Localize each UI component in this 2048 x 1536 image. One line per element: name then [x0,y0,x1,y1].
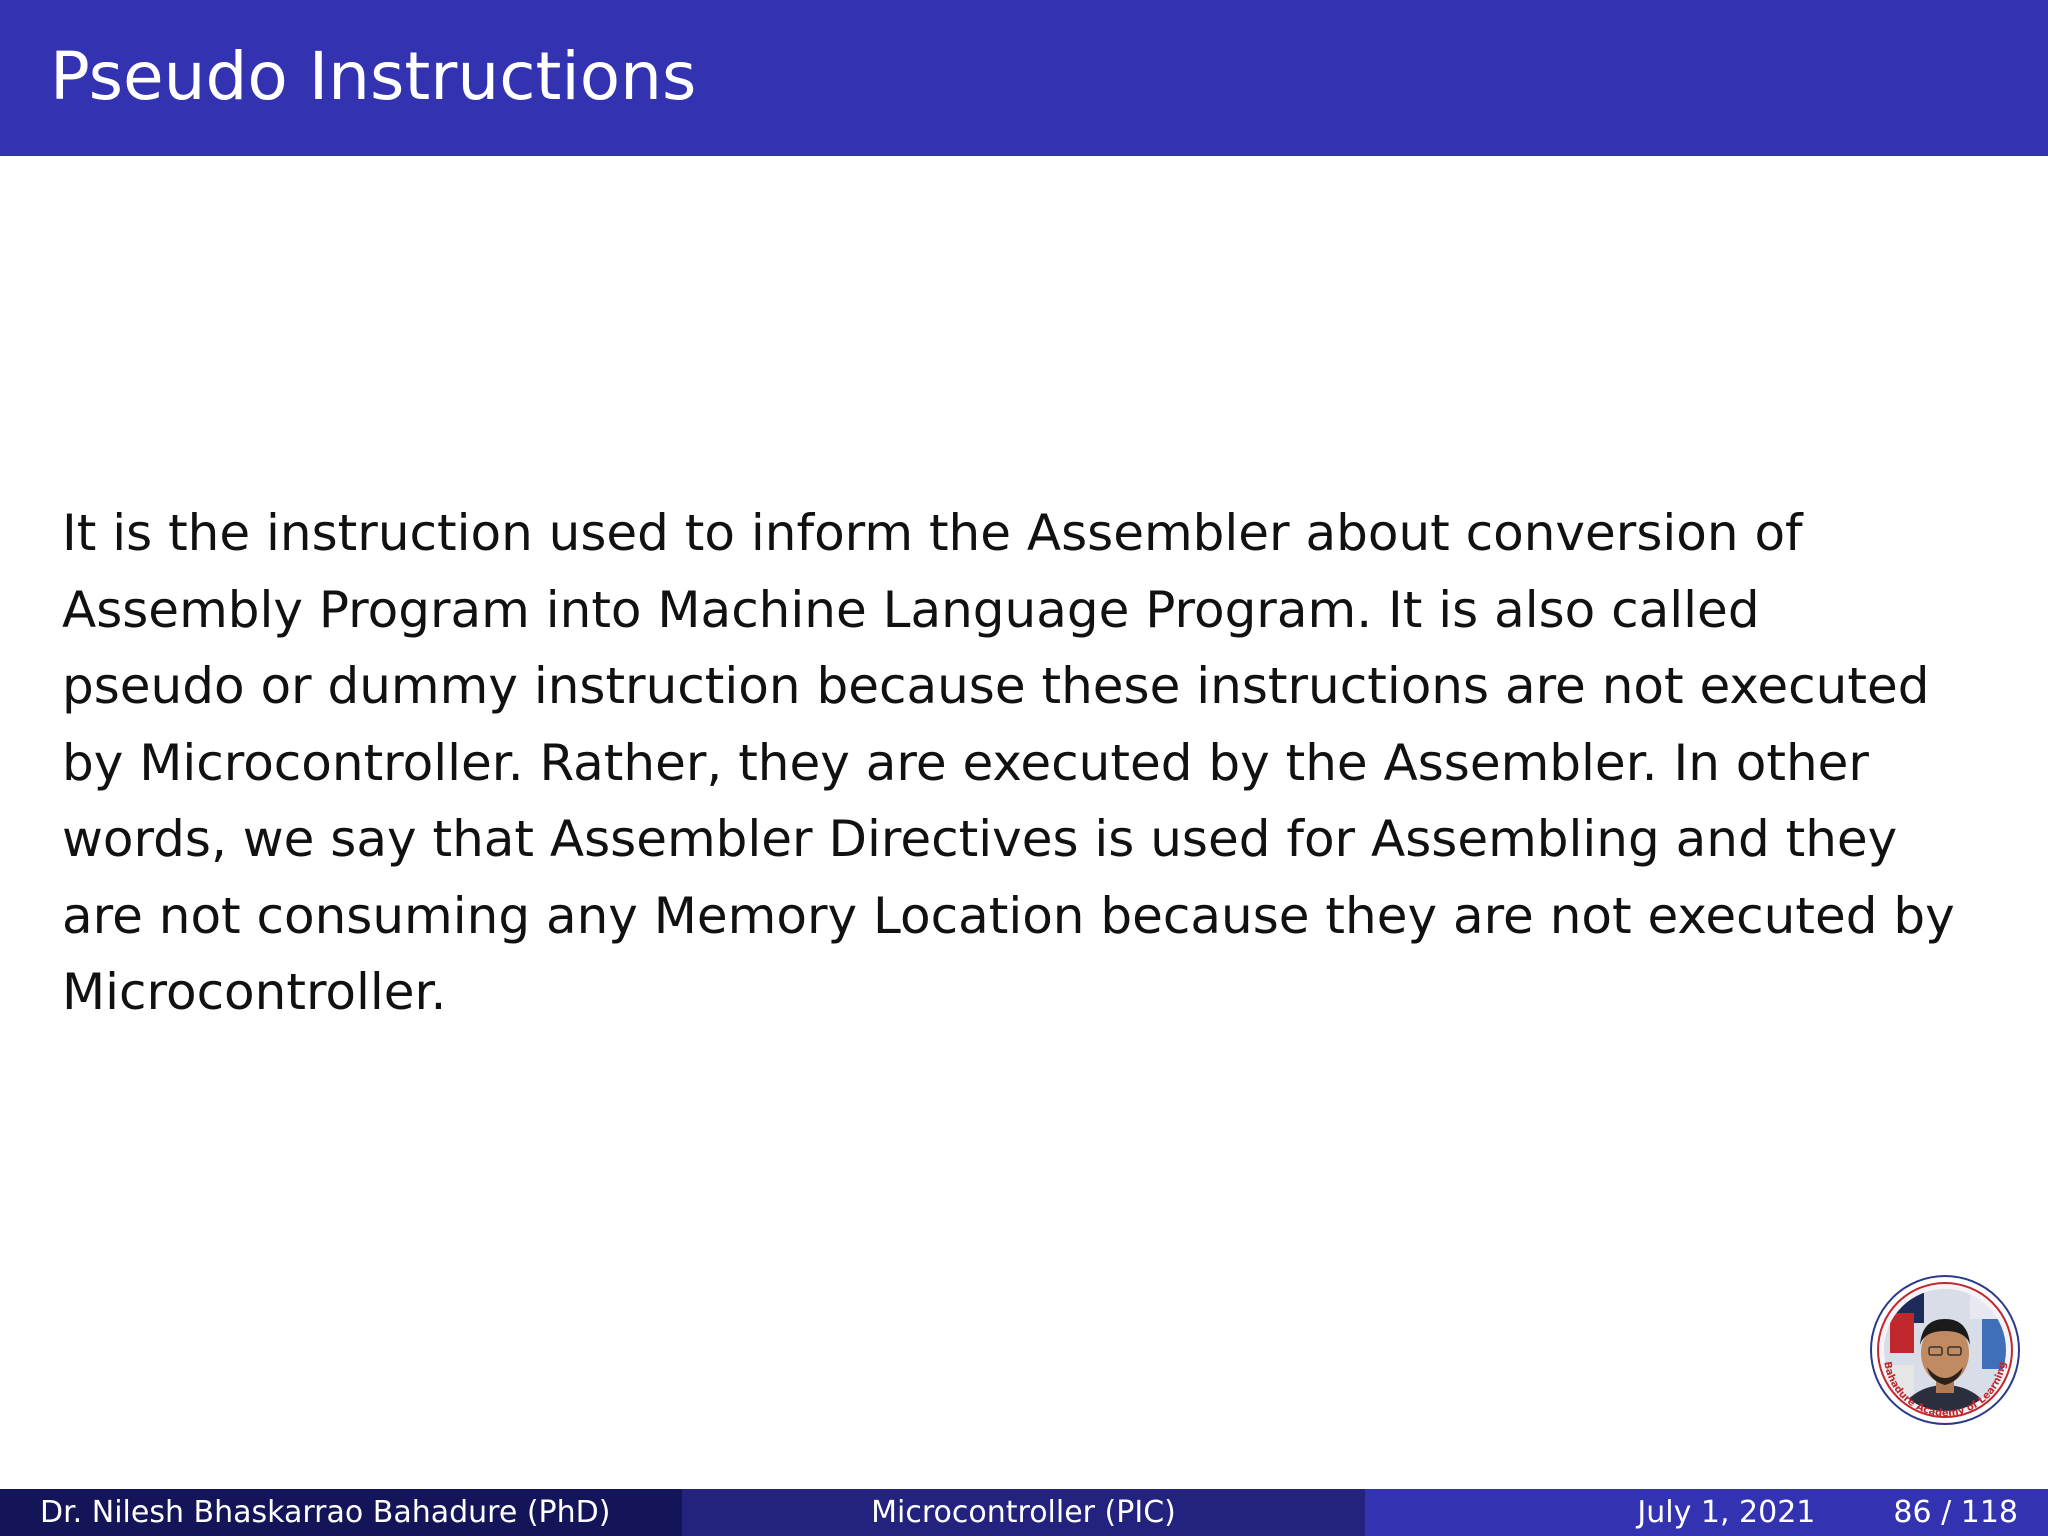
body-line: Assembly Program into Machine Language Program. It is also called [62,580,1760,639]
footer-course-segment [682,1489,1365,1536]
body-line: It is the instruction used to inform the Assembler about conversion of [62,504,1803,562]
body-line: pseudo or dummy instruction because these instructions are not executed [62,657,1930,715]
slide-header [0,0,2048,156]
footer-course: Microcontroller (PIC) [871,1495,1176,1530]
slide-body [62,495,2022,1031]
body-line: by Microcontroller. Rather, they are executed by the Assembler. In other [62,733,1869,792]
footer-page-number: 86 / 118 [1893,1495,2018,1530]
footer-author: Dr. Nilesh Bhaskarrao Bahadure (PhD) [40,1495,611,1530]
academy-logo [1870,1275,2020,1425]
footer-author-segment [0,1489,682,1536]
logo-ring-text: Bahadure Academy of Learning [1881,1360,2009,1420]
footer-bar [0,1489,2048,1536]
body-line: Microcontroller. [62,963,447,1021]
body-line: are not consuming any Memory Location because they are not executed by [62,886,1955,945]
footer-date: July 1, 2021 [1637,1495,1816,1530]
body-line: words, we say that Assembler Directives is used for Assembling and they [62,810,1898,868]
slide-title: Pseudo Instructions [50,38,697,115]
footer-date-segment [1365,1489,2048,1536]
